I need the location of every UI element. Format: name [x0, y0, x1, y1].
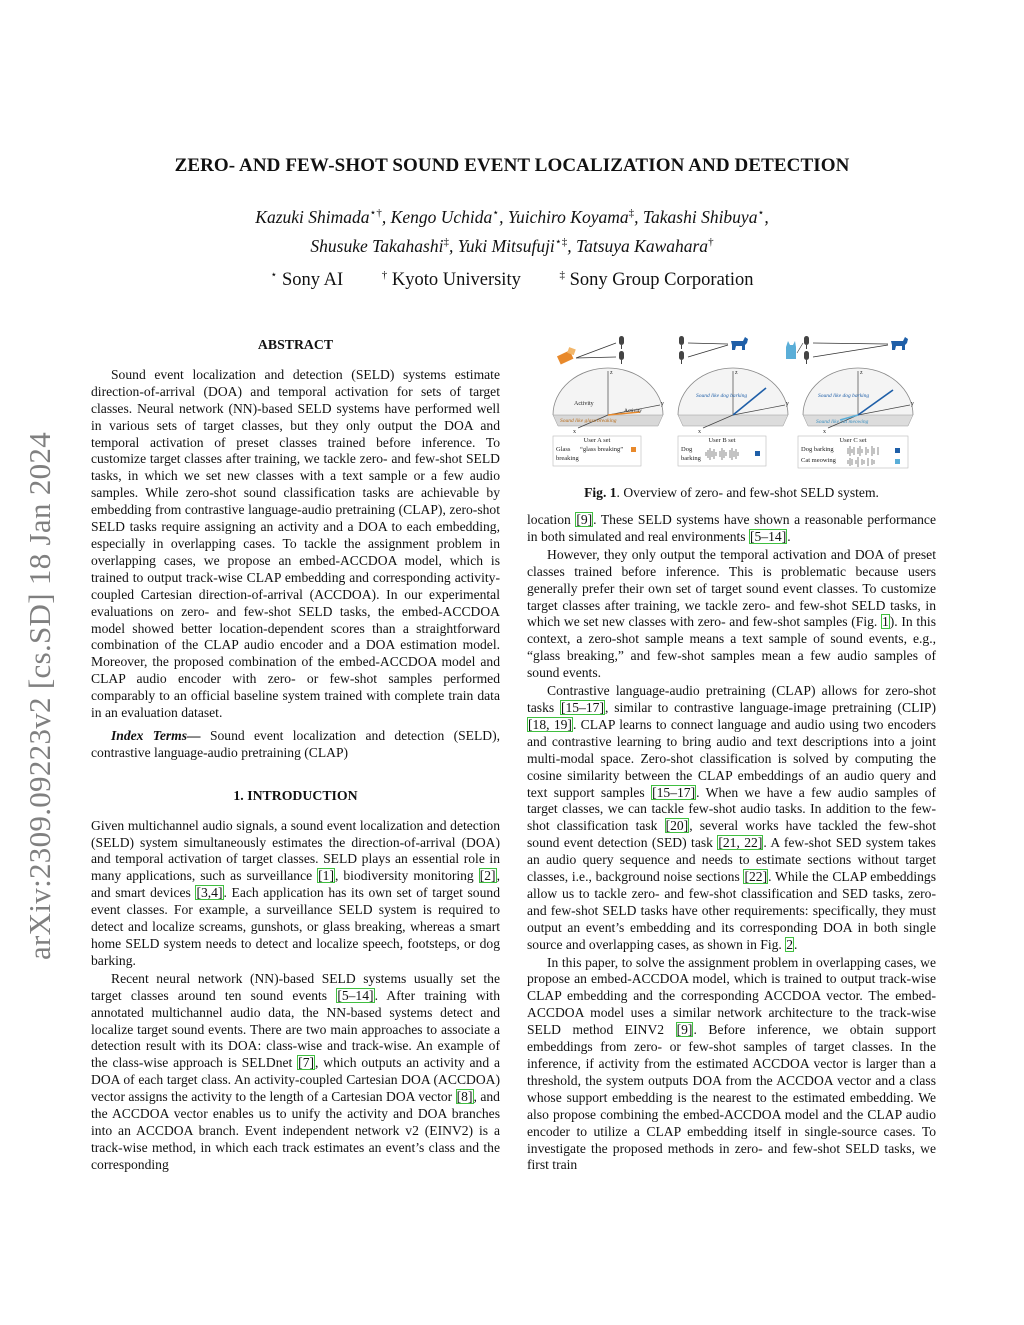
class-name: Cat meowing	[801, 457, 836, 464]
caption-label: Fig. 1	[584, 485, 617, 500]
author-name: Tatsuya Kawahara	[575, 235, 709, 256]
affiliation-mark: ‡	[559, 269, 565, 281]
user-set-title: User A set	[583, 437, 611, 444]
author-separator: ,	[634, 206, 643, 227]
citation-link[interactable]: [2]	[479, 868, 496, 884]
text-run: .	[794, 936, 798, 952]
arxiv-side-label: arXiv:2309.09223v2 [cs.SD] 18 Jan 2024	[22, 431, 57, 960]
citation-link[interactable]: [15–17]	[652, 784, 696, 800]
text-run: Contrastive language-audio pretraining (CLAP) allows for zero-shot tasks	[527, 683, 936, 715]
citation-link[interactable]: [1]	[318, 868, 334, 884]
author-line-1	[90, 201, 934, 230]
author-separator: ,	[567, 235, 576, 256]
user-set-title: User C set	[839, 437, 867, 444]
text-run: .	[787, 528, 791, 544]
caption-text: . Overview of zero- and few-shot SELD system.	[616, 485, 879, 500]
citation-link[interactable]: [22]	[744, 869, 768, 885]
text-run: . After training with annotated multichannel audio data, the NN-based systems detect and localize target sound events. There are two main approaches to associate a detection result with its DOA: class-wise and track-wise. An example of the class-wise approach is SELDnet	[91, 987, 500, 1071]
class-name: barking	[681, 455, 701, 462]
user-set-title: User B set	[708, 437, 736, 444]
text-run: Given multichannel audio signals, a sound event localization and detection (SELD) system simultaneously estimates the direction-of-arrival (DOA) and temporal activation of target classes. SELD plays an essential role in many applications, such as surveillance	[91, 817, 500, 884]
panel-c	[786, 336, 914, 468]
axis-x-label: x	[823, 429, 826, 435]
microphone-icon	[679, 351, 684, 364]
microphone-icon	[619, 336, 624, 349]
text-run: ). In this context, a zero-shot sample means a text sample of sound events, e.g., “glass breaking,” and few-shot samples mean a few audio samples of sound events.	[527, 614, 936, 681]
figure-reference-link[interactable]: 1	[881, 614, 889, 630]
text-run: . These SELD systems have shown a reasonable performance in both simulated and real environments	[527, 512, 936, 544]
author-name: Yuichiro Koyama	[507, 206, 629, 227]
text-run: , several works have tackled the few-shot sound event detection (SED) task	[527, 818, 936, 851]
author-separator: ,	[381, 206, 391, 227]
text-run: Recent neural network (NN)-based SELD systems usually set the target classes around ten sound events	[91, 970, 500, 1003]
dog-icon	[891, 337, 908, 350]
citation-link[interactable]: [9]	[576, 512, 593, 527]
text-run: . A few-shot SED system takes an audio query sequence and needs to estimate sections without target classes, i.e., background noise sections	[527, 835, 936, 885]
activity-label: Activity	[574, 401, 594, 407]
author-mark: ⋆†	[369, 207, 382, 219]
left-column	[91, 337, 500, 1174]
text-run: , biodiversity monitoring	[335, 868, 479, 884]
axis-y-label: y	[661, 401, 664, 407]
author-name: Yuki Mitsufuji	[457, 235, 555, 256]
author-mark: †	[708, 235, 714, 248]
author-name: Shusuke Takahashi	[310, 235, 444, 256]
axis-y-label: y	[786, 401, 789, 407]
panel-a	[553, 336, 664, 466]
affiliation-name: Sony AI	[281, 270, 344, 291]
citation-link[interactable]: [8]	[456, 1089, 473, 1105]
citation-link[interactable]: [18, 19]	[528, 716, 572, 732]
affiliation-list	[90, 268, 934, 291]
author-line-2	[90, 230, 934, 259]
axis-z-label: z	[735, 370, 738, 376]
author-separator: ,	[448, 235, 458, 256]
citation-link[interactable]: [7]	[298, 1055, 315, 1071]
citation-link[interactable]: [21, 22]	[718, 835, 763, 851]
figure-1-caption	[527, 485, 936, 501]
citation-link[interactable]: [15–17]	[560, 699, 605, 715]
microphone-icon	[804, 336, 809, 349]
text-run: . CLAP learns to connect language and audio using two encoders and contrastive learning to bring audio and text descriptions into a joint multi-modal space. Zero-shot classification is solved by computing the cosine similarity between the CLAP embeddings of an audio query and text support samples	[527, 716, 936, 800]
affiliation-name: Kyoto University	[391, 270, 521, 291]
text-run: . Each application has its own set of target sound event classes. For example, a surveillance SELD system is required to detect and localize screams, gunshots, or glass breaking, whereas a smart home SELD system needs to detect and localize speech, footsteps, or dog barking.	[91, 885, 500, 968]
author-mark: ⋆	[757, 207, 765, 219]
intro-paragraph-2	[91, 971, 500, 1174]
citation-link[interactable]: [5–14]	[749, 528, 787, 544]
citation-link[interactable]: [3,4]	[196, 885, 223, 901]
panel-b	[678, 336, 789, 466]
author-name: Kazuki Shimada	[255, 206, 370, 227]
cat-icon	[786, 341, 796, 359]
author-mark: ⋆‡	[554, 235, 568, 248]
text-run: . While the CLAP embeddings allow us to tackle zero- and few-shot classification and SED tasks, zero- and few-shot SELD tasks have other requirements: specifically, they must output an event’s embedding and its corresponding DOA in both single source and overlapping cases, as shown in Fig.	[527, 869, 936, 952]
author-separator: ,	[499, 206, 508, 227]
glass-icon	[557, 347, 576, 364]
axis-z-label: z	[860, 370, 863, 376]
axis-x-label: x	[573, 429, 576, 435]
class-color-swatch	[895, 459, 900, 464]
axis-z-label: z	[610, 370, 613, 376]
author-separator: ,	[764, 206, 769, 227]
author-name: Kengo Uchida	[390, 206, 493, 227]
microphone-icon	[804, 351, 809, 364]
right-paragraph-1	[527, 547, 936, 682]
author-list	[90, 201, 934, 259]
axis-x-label: x	[698, 429, 701, 435]
activity-label-2: Activity	[624, 408, 643, 414]
text-run: In this paper, to solve the assignment problem in overlapping cases, we propose an embed-ACCDOA model, which is trained to output track-wise CLAP embedding and the corresponding ACCDOA vector. The embed-ACCDOA model uses a similar network architecture to the track-wise SELD method EINV2	[527, 954, 936, 1038]
right-paragraph-3	[527, 955, 936, 1175]
author-mark: ‡	[628, 207, 635, 219]
class-color-swatch	[755, 451, 760, 456]
microphone-icon	[679, 336, 684, 349]
microphone-icon	[619, 351, 624, 364]
affiliation-mark: †	[381, 269, 388, 281]
class-name: breaking	[556, 455, 579, 462]
paper-title: ZERO- AND FEW-SHOT SOUND EVENT LOCALIZATION AND DETECTION	[174, 155, 850, 176]
right-column	[527, 512, 936, 1174]
axis-y-label: y	[911, 401, 914, 407]
text-run: However, they only output the temporal activation and DOA of preset classes trained before inference. This is problematic because users generally prefer their own set of target sound event classes. To customize target classes after training, we tackle zero- and few-shot SELD tasks, in which we set new classes with zero- and few-shot samples (Fig.	[527, 546, 936, 630]
dog-icon	[731, 337, 748, 350]
class-name: Glass	[556, 446, 571, 453]
class-color-swatch	[895, 448, 900, 453]
zero-shot-text-sample: “glass breaking”	[580, 446, 624, 453]
text-run: . When we have a few audio samples of target classes, we can tackle few-shot audio tasks. In addition to the few-shot classification task	[527, 784, 936, 834]
right-paragraph-0	[527, 512, 936, 546]
text-run: , which outputs an activity and a DOA of each target class. An activity-coupled Cartesian DOA (ACCDOA) vector assigns the activity to the length of a Cartesian DOA vector	[91, 1055, 500, 1105]
author-name: Takashi Shibuya	[642, 206, 758, 227]
intro-paragraph-1	[91, 818, 500, 970]
index-terms-label: Index Terms—	[111, 727, 201, 743]
sound-like-label: Sound like dog barking	[696, 393, 748, 399]
citation-link[interactable]: [9]	[676, 1022, 693, 1038]
intro-heading: 1. INTRODUCTION	[233, 787, 358, 803]
affiliation-name: Sony Group Corporation	[569, 270, 754, 291]
sound-like-label: Sound like cat meowing	[816, 419, 869, 425]
index-terms-text: Sound event localization and detection (SELD), contrastive language-audio pretraining (CLAP)	[91, 727, 501, 760]
text-run: . Before inference, we obtain support embeddings from zero- or few-shot samples of target classes. In the inference, if activity from the estimated ACCDOA vector is larger than a threshold, the system outputs DOA from the ACCDOA vector and a class whose support embedding is the nearest to the estimated embedding. We also propose combining the embed-ACCDOA model and the CLAP audio encoder to utilize a CLAP embedding itself in single-source cases. To investigate the proposed methods in zero- and few-shot SELD tasks, we first train	[527, 1022, 937, 1173]
index-terms	[91, 728, 500, 762]
text-run: , similar to contrastive language-image pretraining (CLIP)	[605, 699, 936, 715]
class-name: Dog	[681, 446, 693, 453]
figure-reference-link[interactable]: 2	[786, 936, 794, 952]
figure-1-diagram	[548, 333, 924, 473]
citation-link[interactable]: [5–14]	[337, 987, 374, 1003]
author-mark: ⋆	[492, 207, 500, 219]
sound-like-label: Sound like dog barking	[818, 393, 870, 399]
class-color-swatch	[631, 447, 636, 452]
text-run: , and smart devices	[91, 868, 500, 901]
right-paragraph-2	[527, 683, 936, 954]
abstract-heading: ABSTRACT	[257, 337, 334, 352]
text-run: , and the ACCDOA vector enables us to unify the activity and DOA branches into an ACCDOA branch. Event independent network v2 (EINV2) is a track-wise method, in which each track estimates an event’s class and the corresponding	[91, 1089, 500, 1172]
sound-like-label: Sound like glass breaking	[560, 418, 617, 424]
text-run: location	[527, 512, 576, 527]
citation-link[interactable]: [20]	[665, 818, 689, 834]
class-name: Dog barking	[801, 446, 834, 453]
author-mark: ‡	[443, 235, 449, 248]
affiliation-mark: ⋆	[270, 269, 278, 281]
abstract-text: Sound event localization and detection (SELD) systems estimate direction-of-arrival (DOA) and temporal activation for sets of target classes. Neural network (NN)-based SELD systems have performed well in various sets of target classes, but they only output the DOA and temporal activation of preset classes trained before inference. To customize target classes after training, we tackle zero- and few-shot SELD tasks, in which we set new classes with a text sample or a few audio samples. While zero-shot sound classification tasks are achievable by embedding from contrastive language-audio pretraining (CLAP), zero-shot SELD tasks require assigning an activity and a DOA to each embedding, especially in overlapping cases. To tackle the assignment problem in overlapping cases, we propose an embed-ACCDOA model, which is trained to output track-wise CLAP embedding and corresponding activity-coupled Cartesian direction-of-arrival (ACCDOA). In our experimental evaluations on zero- and few-shot SELD tasks, the embed-ACCDOA model showed better location-dependent scores than a straightforward combination of the CLAP audio encoder and a DOA estimation model. Moreover, the proposed combination of the embed-ACCDOA model and CLAP audio encoder with zero- or few-shot samples performed comparably to an official baseline system trained with complete train data in an evaluation dataset.	[91, 366, 500, 721]
